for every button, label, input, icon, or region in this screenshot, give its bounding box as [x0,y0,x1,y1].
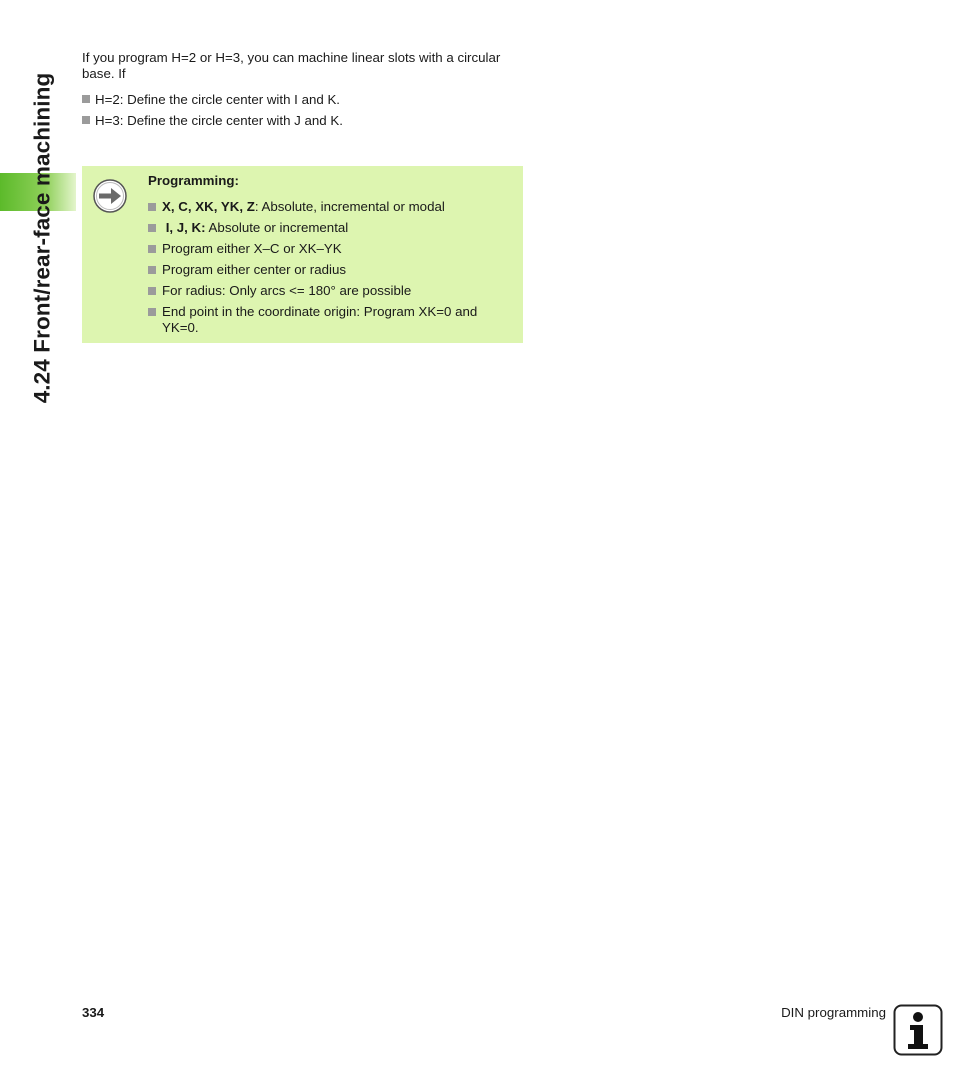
square-bullet-icon [82,116,90,124]
intro-section [82,50,522,134]
info-icon [893,1004,943,1056]
square-bullet-icon [148,245,156,253]
arrow-right-icon [93,179,127,213]
list-item-text: H=2: Define the circle center with I and K. [95,92,341,107]
list-item-text: H=3: Define the circle center with J and K. [95,113,343,128]
programming-note-box [82,166,523,343]
list-item [82,92,522,108]
list-item-text: Program either X–C or XK–YK [162,241,342,256]
list-item [148,304,508,336]
note-content [148,173,508,341]
list-item [148,199,508,215]
square-bullet-icon [82,95,90,103]
square-bullet-icon [148,287,156,295]
intro-paragraph: If you program H=2 or H=3, you can machine linear slots with a circular base. If [82,50,501,81]
page-number: 334 [82,1005,105,1020]
list-item [148,262,508,278]
list-item [148,241,508,257]
square-bullet-icon [148,203,156,211]
chapter-title-text: 4.24 Front/rear-face machining [29,72,55,404]
list-item-bold: X, C, XK, YK, Z [162,199,255,214]
list-item-text: Absolute or incremental [205,220,349,235]
list-item-text: Program either center or radius [162,262,347,277]
list-item [148,283,508,299]
list-item-text: For radius: Only arcs <= 180° are possible [162,283,412,298]
square-bullet-icon [148,224,156,232]
list-item-bold: I, J, K: [162,220,206,235]
square-bullet-icon [148,266,156,274]
footer-section-title: DIN programming [781,1005,886,1020]
list-item-text: : Absolute, incremental or modal [254,199,445,214]
list-item [148,220,508,236]
list-item-text: End point in the coordinate origin: Program XK=0 and YK=0. [162,304,478,335]
chapter-side-title [25,52,59,424]
list-item [82,113,522,129]
square-bullet-icon [148,308,156,316]
note-list [148,199,508,336]
note-title: Programming: [148,173,239,188]
intro-list [82,92,522,129]
